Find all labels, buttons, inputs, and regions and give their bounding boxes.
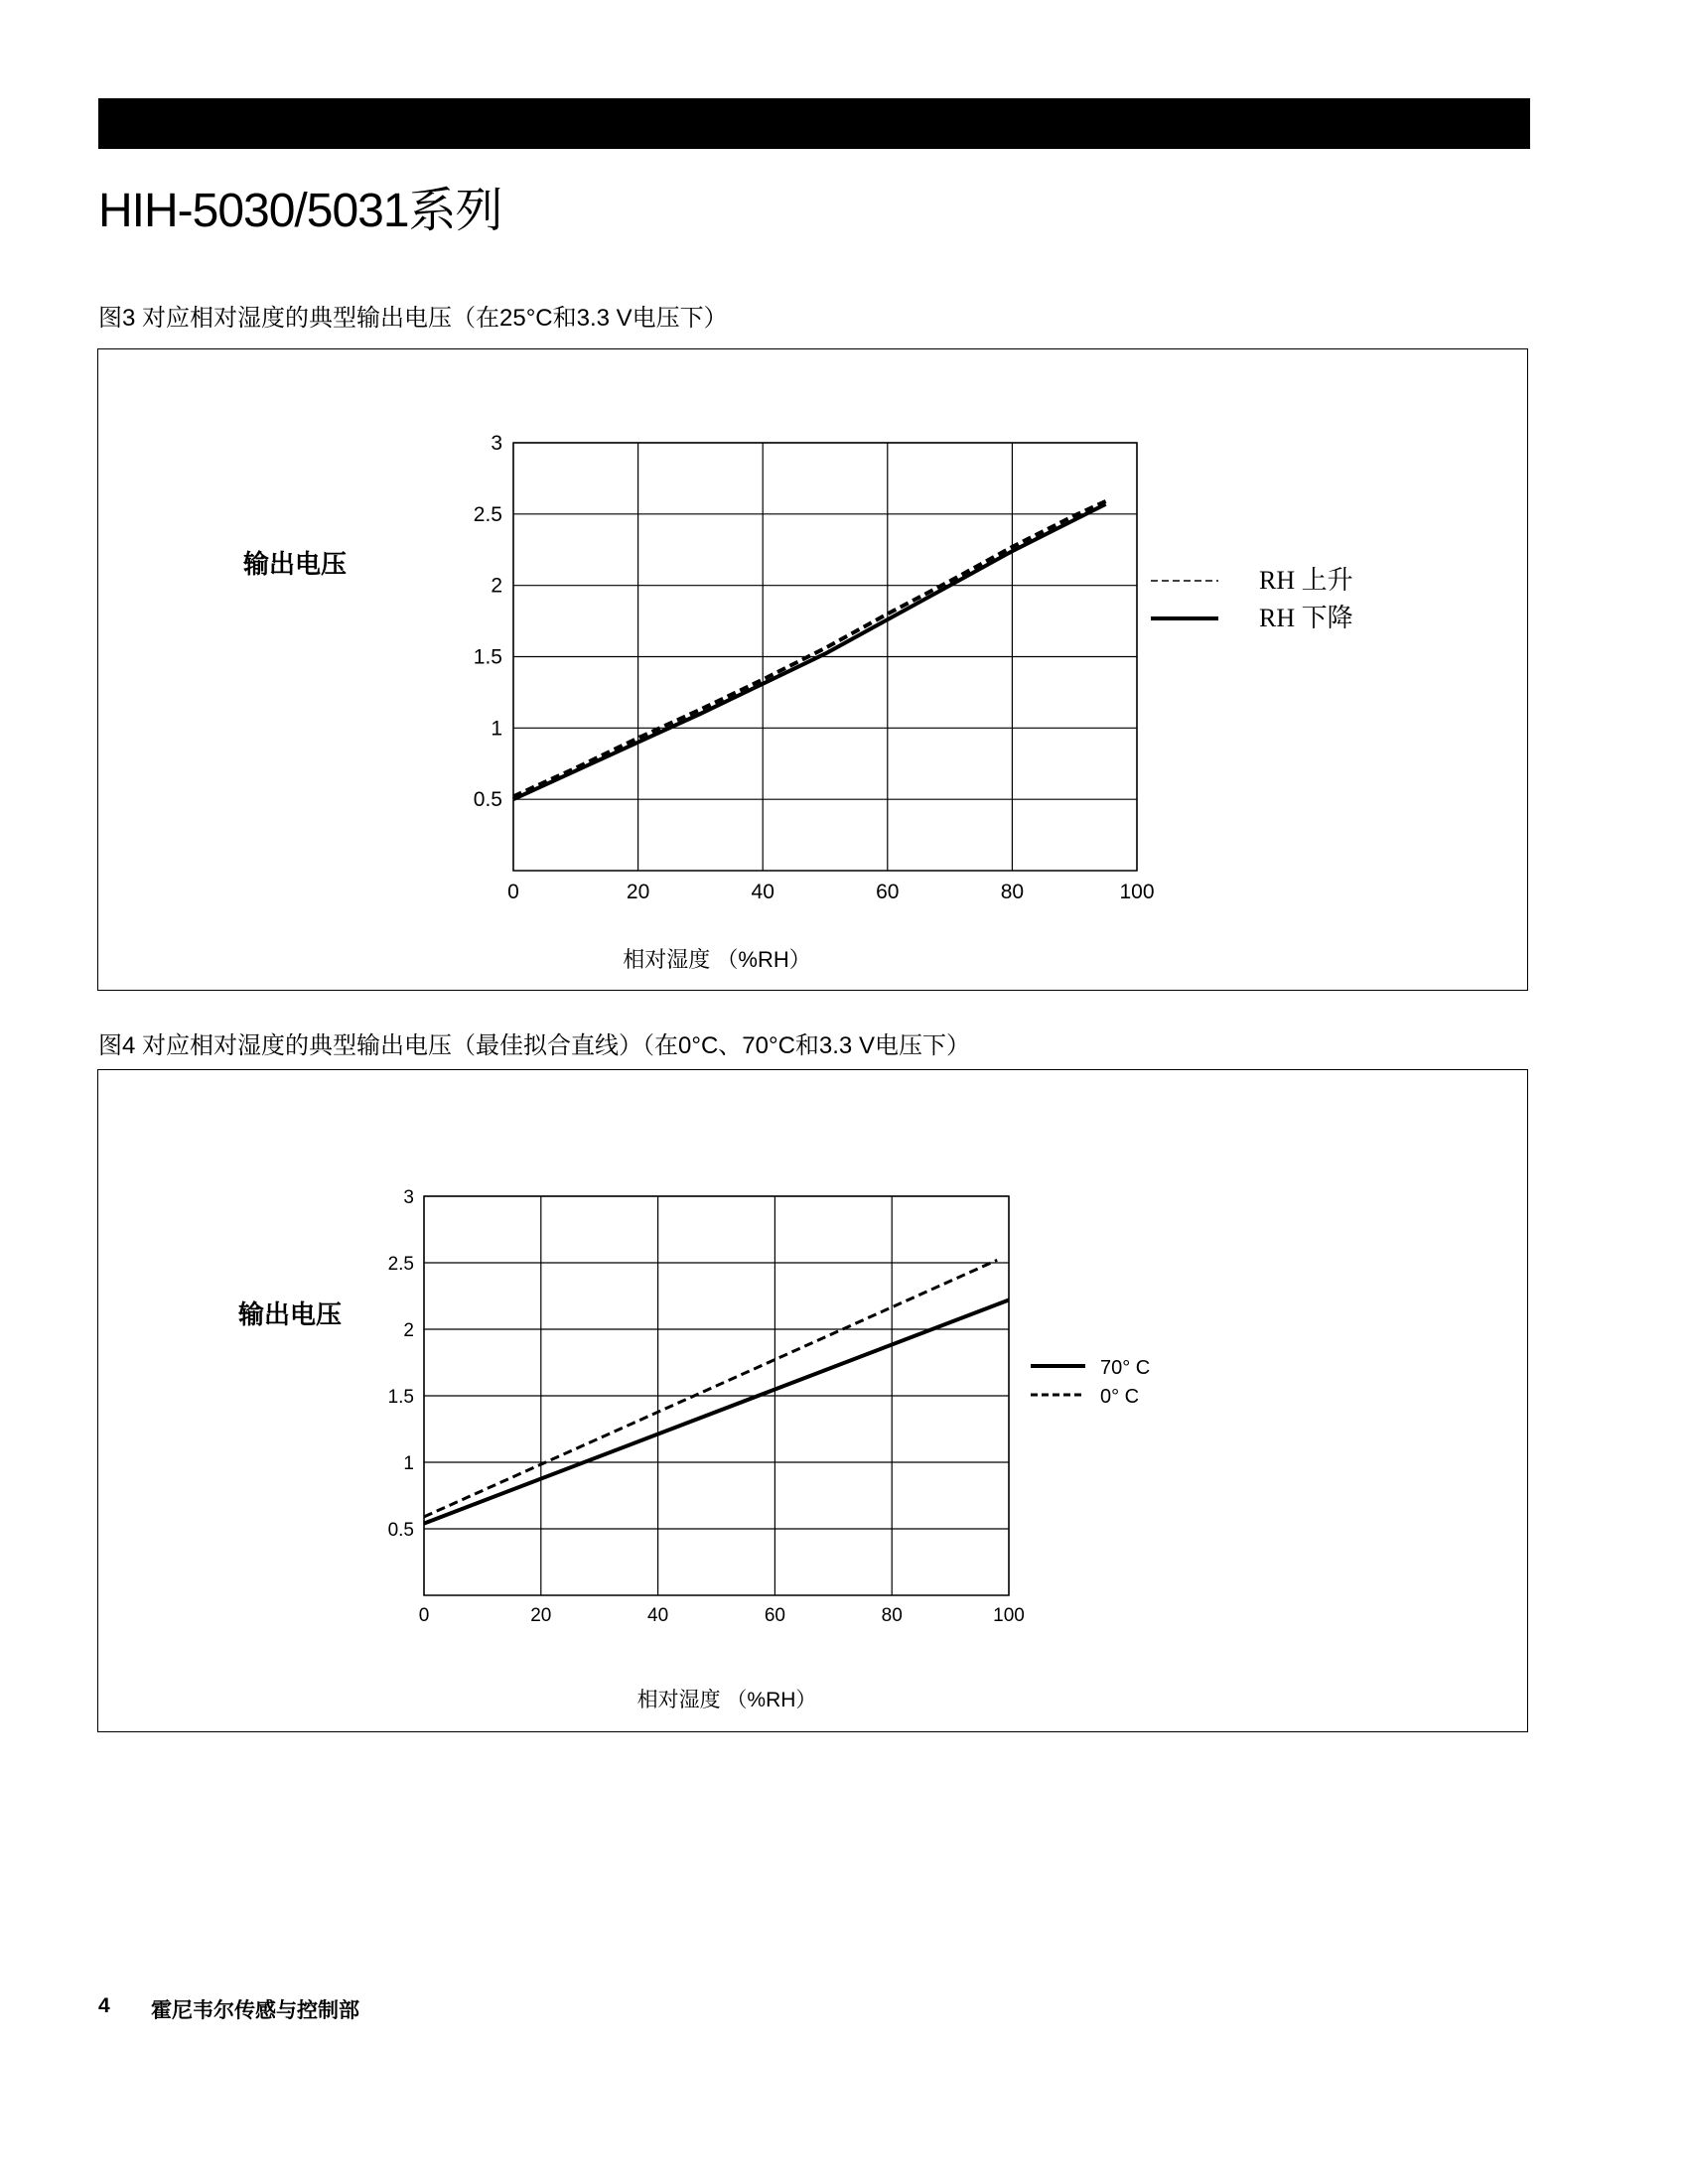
- y-tick-label: 1.5: [473, 645, 502, 669]
- figure-4-frame: [97, 1069, 1528, 1732]
- header-bar: [98, 98, 1530, 149]
- y-tick-label: 1.5: [387, 1387, 414, 1408]
- y-tick-label: 0.5: [387, 1520, 414, 1541]
- x-tick-label: 0: [507, 881, 519, 903]
- y-axis-label: 输出电压: [238, 1299, 343, 1329]
- y-tick-label: 1: [491, 717, 502, 741]
- page-number: 4: [98, 1994, 110, 2017]
- series-line-1: [513, 501, 1106, 796]
- x-tick-label: 40: [647, 1605, 669, 1626]
- x-axis-label: 相对湿度 （%RH）: [636, 1689, 817, 1711]
- legend-label-1: RH 上升: [1259, 566, 1353, 595]
- footer-company: 霍尼韦尔传感与控制部: [151, 1999, 359, 2022]
- x-tick-label: 0: [418, 1605, 430, 1626]
- y-tick-label: 3: [491, 432, 502, 455]
- x-tick-label: 40: [751, 881, 774, 903]
- y-tick-label: 2: [491, 574, 502, 598]
- page-title: HIH-5030/5031系列: [98, 185, 502, 237]
- legend-label-1: 70° C: [1100, 1357, 1151, 1379]
- figure-4-caption: 图4 对应相对湿度的典型输出电压（最佳拟合直线）（在0°C、70°C和3.3 V电压下）: [98, 1032, 970, 1059]
- x-tick-label: 60: [764, 1605, 785, 1626]
- x-tick-label: 20: [626, 881, 650, 903]
- x-tick-label: 80: [881, 1605, 903, 1626]
- x-tick-label: 20: [530, 1605, 552, 1626]
- y-tick-label: 1: [403, 1453, 414, 1474]
- x-tick-label: 80: [1000, 881, 1025, 903]
- x-axis-label: 相对湿度 （%RH）: [623, 947, 811, 972]
- figure-3-chart: [98, 349, 1529, 992]
- x-tick-label: 100: [1119, 881, 1155, 903]
- y-tick-label: 2: [403, 1320, 414, 1341]
- y-tick-label: 2.5: [387, 1254, 414, 1275]
- x-tick-label: 100: [993, 1605, 1025, 1626]
- x-tick-label: 60: [876, 881, 900, 903]
- y-axis-label: 输出电压: [243, 549, 348, 579]
- figure-3-caption: 图3 对应相对湿度的典型输出电压（在25°C和3.3 V电压下）: [98, 305, 728, 332]
- series-line-1: [424, 1300, 1009, 1524]
- legend-label-2: RH 下降: [1259, 604, 1353, 632]
- y-tick-label: 3: [403, 1187, 414, 1208]
- figure-4-chart: [98, 1070, 1529, 1733]
- y-tick-label: 2.5: [473, 502, 502, 526]
- legend-label-2: 0° C: [1100, 1386, 1140, 1408]
- series-line-2: [424, 1260, 997, 1517]
- y-tick-label: 0.5: [473, 788, 502, 812]
- figure-3-frame: [97, 348, 1528, 991]
